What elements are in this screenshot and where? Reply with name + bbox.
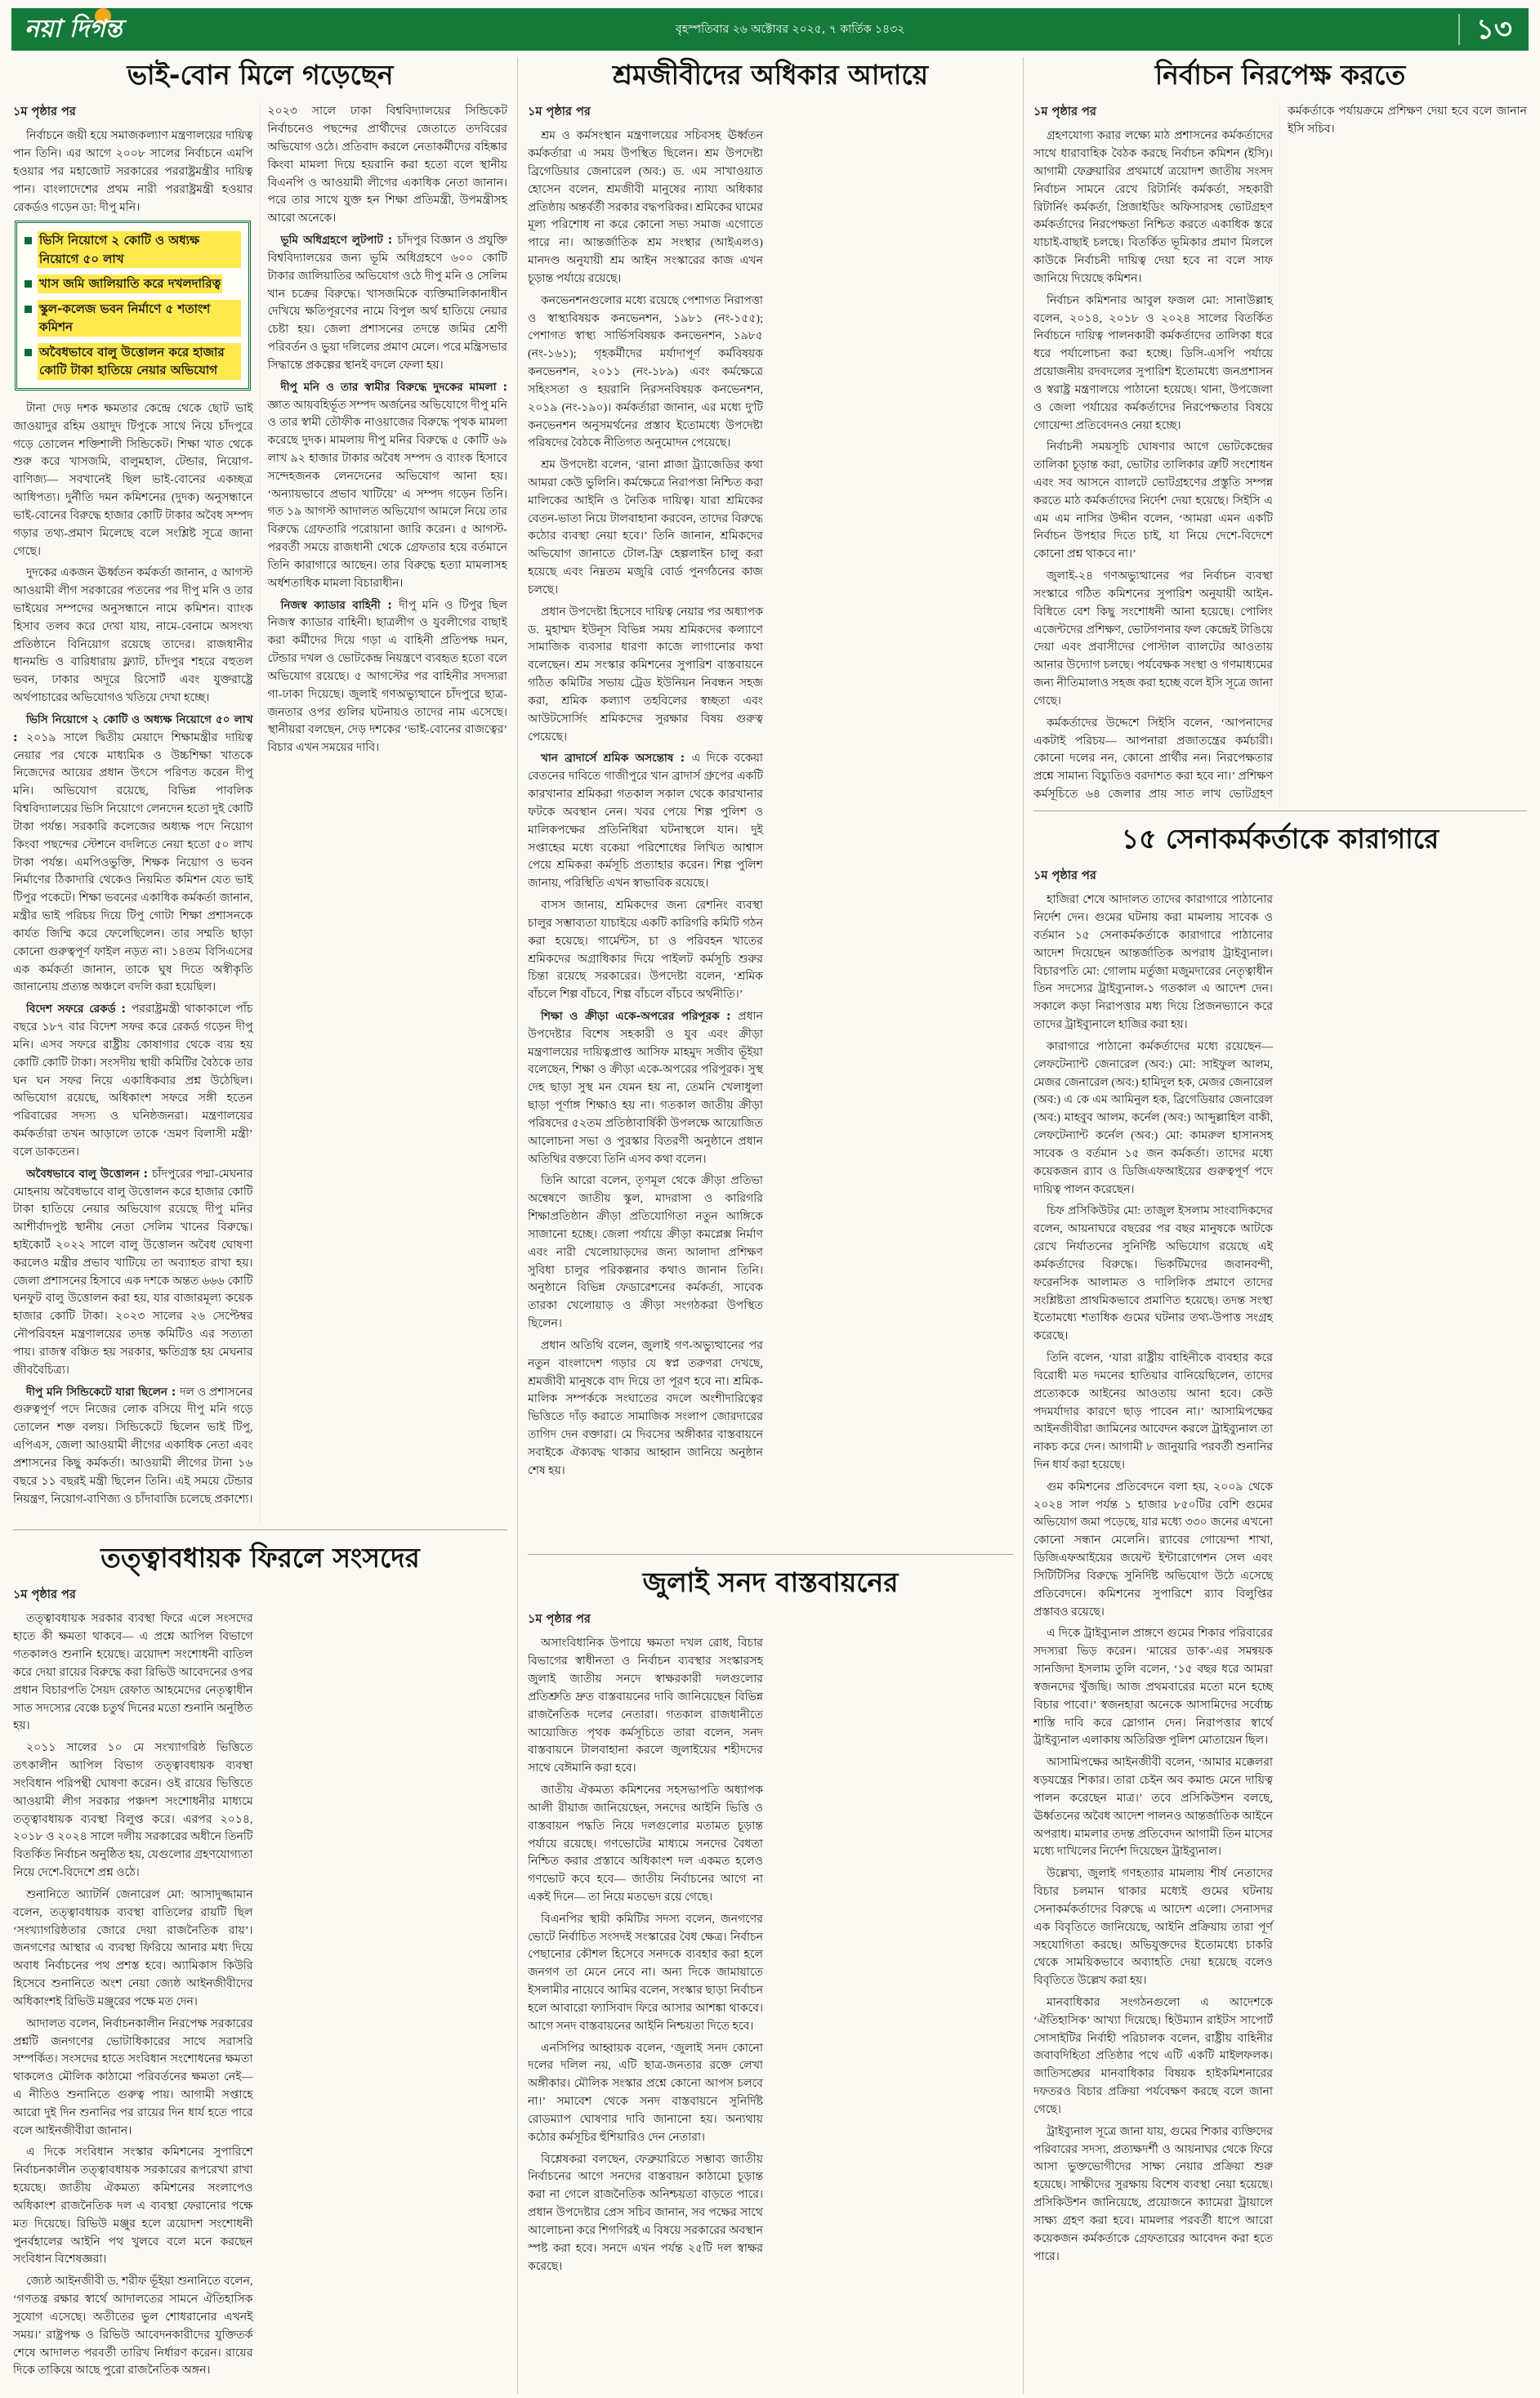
bullet-square-icon — [25, 237, 32, 244]
highlight-text: স্কুল-কলেজ ভবন নির্মাণে ৫ শতাংশ কমিশন — [38, 300, 241, 337]
article-paragraph: উল্লেখ্য, জুলাই গণহত্যার মামলায় শীর্ষ নেতাদের বিচার চলমান থাকার মধ্যেই গুমের ঘটনায় সেনাকর্মকর্তাদের বিরুদ্ধে এ আদেশ এলো। সেনাসদর এক বিবৃতিতে জানিয়েছে, আইনি প্রক্রিয়ায় তারা পূর্ণ সহযোগিতা করছে। অভিযুক্তদের ইতোমধ্যে চাকরি থেকে সাময়িকভাবে অব্যাহতি দেয়া হয়েছে বলেও বিবৃতিতে উল্লেখ করা হয়। — [1033, 1868, 1273, 1988]
article-paragraph: বিশ্লেষকরা বলছেন, ফেব্রুয়ারিতে সম্ভাব্য জাতীয় নির্বাচনের আগে সনদের বাস্তবায়ন কাঠামো চূড়ান্ত করা না গেলে রাজনৈতিক অনিশ্চয়তা বাড়তে পারে। প্রধান উপদেষ্টার প্রেস সচিব জানান, সব পক্ষের সাথে আলোচনা করে শিগগিরই এ বিষয়ে সরকারের অবস্থান স্পষ্ট করা হবে। সনদে এখন পর্যন্ত ২৫টি দল স্বাক্ষর করেছে। — [527, 2153, 763, 2273]
continued-from-label: ১ম পৃষ্ঠার পর — [13, 105, 76, 119]
article-paragraph: ভূমি অধিগ্রহণে লুটপাট : চাঁদপুর বিজ্ঞান ও প্রযুক্তি বিশ্ববিদ্যালয়ের জন্য ভূমি অধিগ্রহণে ৬০০ কোটি টাকার জালিয়াতির অভিযোগ ওঠে দীপু মনি ও সেলিম খান চক্রের বিরুদ্ধে। খাসজমিকে ব্যক্তিমালিকানাধীন দেখিয়ে ক্ষতিপূরণের নামে বিপুল অর্থ হাতিয়ে নেয়ার চেষ্টা হয়। জেলা প্রশাসনের তদন্তে জমির শ্রেণী পরিবর্তন ও ভুয়া দলিলের প্রমাণ মেলে। পরে মন্ত্রিসভার সিদ্ধান্তে প্রকল্পের স্থানই বদলে ফেলা হয়। — [267, 234, 507, 372]
paragraph-subhead: অবৈধভাবে বালু উত্তোলন : — [26, 1167, 152, 1181]
column-group-left — [11, 57, 517, 2394]
article-bhai-bon — [13, 57, 507, 1525]
article-body — [528, 103, 1013, 1549]
article-paragraph: অবৈধভাবে বালু উত্তোলন : চাঁদপুরের পদ্মা-মেঘনার মোহনায় অবৈধভাবে বালু উত্তোলন করে হাজার কোটি টাকা হাতিয়ে নেয়ার অভিযোগ রয়েছে দীপু মনির আশীর্বাদপুষ্ট স্থানীয় নেতা সেলিম খানের বিরুদ্ধে। হাইকোর্ট ২০২২ সালে বালু উত্তোলন অবৈধ ঘোষণা করলেও মন্ত্রীর প্রভাব খাটিয়ে তা অব্যাহত রাখা হয়। জেলা প্রশাসনের হিসাবে এক দশকে অন্তত ৬৬৬ কোটি ঘনফুট বালু উত্তোলন করা হয়, যার বাজারমূল্য কয়েক হাজার কোটি টাকা। ২০২৩ সালের ২৬ সেপ্টেম্বর নৌপরিবহন মন্ত্রণালয়ের তদন্ত কমিটিও এর সত্যতা পায়। রাজস্ব বঞ্চিত হয় সরকার, ক্ষতিগ্রস্ত হয় মেঘনার জীববৈচিত্র্য। — [13, 1167, 253, 1377]
highlight-text: ভিসি নিয়োগে ২ কোটি ও অধ্যক্ষ নিয়োগে ৫০ লাখ — [38, 231, 241, 268]
article-body — [1033, 867, 1527, 2394]
article-paragraph: নির্বাচনে জয়ী হয়ে সমাজকল্যাণ মন্ত্রণালয়ের দায়িত্ব পান তিনি। এর আগে ২০০৮ সালের নির্বাচনে এমপি হওয়ার পর মহাজোট সরকারের পররাষ্ট্রমন্ত্রীর দায়িত্ব পান। বাংলাদেশের প্রথম নারী পররাষ্ট্রমন্ত্রী হওয়ার রেকর্ডও গড়েন ডা: দীপু মনি। — [13, 130, 253, 214]
article-paragraph: জাতীয় ঐকমত্য কমিশনের সহসভাপতি অধ্যাপক আলী রীয়াজ জানিয়েছেন, সনদের আইনি ভিত্তি ও বাস্তবায়ন পদ্ধতি নিয়ে দলগুলোর মতামত চূড়ান্ত পর্যায়ে রয়েছে। গণভোটের মাধ্যমে সনদের বৈধতা নিশ্চিত করার প্রস্তাবে অধিকাংশ দল একমত হলেও গণভোট কবে হবে— জাতীয় নির্বাচনের আগে না একই দিনে— তা নিয়ে মতভেদ রয়ে গেছে। — [527, 1784, 763, 1904]
article-paragraph: ভিসি নিয়োগে ২ কোটি ও অধ্যক্ষ নিয়োগে ৫০ লাখ : ২০১৯ সালে দ্বিতীয় মেয়াদে শিক্ষামন্ত্রীর দায়িত্ব নেয়ার পর থেকে মাধ্যমিক ও উচ্চশিক্ষা খাতকে নিজেদের আয়ের প্রধান উৎসে পরিণত করেন দীপু মনি। অভিযোগ রয়েছে, বিভিন্ন পাবলিক বিশ্ববিদ্যালয়ের ভিসি নিয়োগে লেনদেন হতো দুই কোটি টাকা পর্যন্ত। সরকারি কলেজের অধ্যক্ষ পদে নিয়োগ কিংবা পছন্দের স্টেশনে বদলিতে নেয়া হতো ৫০ লাখ টাকা পর্যন্ত। এমপিওভুক্তি, শিক্ষক নিয়োগ ও ভবন নির্মাণের ঠিকাদারি থেকেও নিয়মিত কমিশন যেত ভাই টিপুর পকেটে। শিক্ষা ভবনের একাধিক কর্মকর্তা জানান, মন্ত্রীর ভাই পরিচয় দিয়ে টিপু গোটা শিক্ষা প্রশাসনকে কার্যত জিম্মি করে ফেলেছিলেন। তার সম্মতি ছাড়া কোনো গুরুত্বপূর্ণ ফাইল নড়ত না। ১৪তম বিসিএসের এক কর্মকর্তা জানান, তাকে ঘুষ দিতে অস্বীকৃতি জানানোয় প্রত্যন্ত অঞ্চলে বদলি করা হয়েছিল। — [13, 712, 253, 994]
highlight-text: অবৈধভাবে বালু উত্তোলন করে হাজার কোটি টাকা হাতিয়ে নেয়ার অভিযোগ — [38, 343, 241, 380]
highlight-item — [25, 343, 241, 380]
paragraph-subhead: দীপু মনি ও তার স্বামীর বিরুদ্ধে দুদকের মামলা : — [280, 380, 507, 394]
article-july-sanad — [528, 1554, 1013, 2394]
article-headline: জুলাই সনদ বাস্তবায়নের — [642, 1566, 899, 1599]
article-headline: তত্ত্বাবধায়ক ফিরলে সংসদের — [100, 1542, 420, 1574]
article-headline: শ্রমজীবীদের অধিকার আদায়ে — [612, 59, 929, 91]
article-paragraph: চিফ প্রসিকিউটর মো: তাজুল ইসলাম সাংবাদিকদের বলেন, আয়নাঘরে বছরের পর বছর মানুষকে আটকে রেখে নির্যাতনের সুনির্দিষ্ট অভিযোগ রয়েছে এই কর্মকর্তাদের বিরুদ্ধে। ভিকটিমদের জবানবন্দী, ফরেনসিক আলামত ও দালিলিক প্রমাণে তাদের সংশ্লিষ্টতা প্রাথমিকভাবে প্রমাণিত হয়েছে। তদন্ত সংস্থা ইতোমধ্যে শতাধিক গুমের ঘটনার তথ্য-উপাত্ত সংগ্রহ করেছে। — [1033, 1205, 1273, 1343]
continued-from-label: ১ম পৃষ্ঠার পর — [1033, 105, 1096, 119]
article-paragraph: জুলাই-২৪ গণঅভ্যুত্থানের পর নির্বাচন ব্যবস্থা সংস্কারে গঠিত কমিশনের সুপারিশ অনুযায়ী আইন-বিধিতে বেশ কিছু সংশোধনী আনা হয়েছে। পোলিং এজেন্টদের প্রশিক্ষণ, ভোটগণনার ফল কেন্দ্রেই টাঙিয়ে দেয়া এবং প্রবাসীদের পোস্টাল ব্যালটের আওতায় আনার উদ্যোগ চলছে। পর্যবেক্ষক সংস্থা ও গণমাধ্যমের জন্য নীতিমালাও সহজ করা হচ্ছে বলে ইসি সূত্রে জানা গেছে। — [1033, 570, 1273, 708]
paragraph-subhead: খান ব্রাদার্সে শ্রমিক অসন্তোষ : — [540, 752, 692, 766]
page-number: ১৩ — [1458, 14, 1517, 45]
highlight-item — [25, 231, 241, 268]
article-paragraph: ট্রাইব্যুনাল সূত্রে জানা যায়, গুমের শিকার ব্যক্তিদের পরিবারের সদস্য, প্রত্যক্ষদর্শী ও আয়নাঘর থেকে ফিরে আসা ভুক্তভোগীদের সাক্ষ্য নেয়ার প্রক্রিয়া শুরু হয়েছে। সাক্ষীদের সুরক্ষায় বিশেষ ব্যবস্থা নেয়া হয়েছে। প্রসিকিউশন জানিয়েছে, প্রয়োজনে ক্যামেরা ট্রায়ালে সাক্ষ্য গ্রহণ করা হবে। মামলার পরবর্তী ধাপে আরো কয়েকজন কর্মকর্তাকে গ্রেফতারের আবেদন করা হতে পারে। — [1033, 2125, 1273, 2263]
article-body — [528, 1610, 1013, 2394]
article-paragraph: তত্ত্বাবধায়ক সরকার ব্যবস্থা ফিরে এলে সংসদের হাতে কী ক্ষমতা থাকবে— এ প্রশ্নে আপিল বিভাগে গতকালও শুনানি হয়েছে। ত্রয়োদশ সংশোধনী বাতিল করে দেয়া রায়ের বিরুদ্ধে করা রিভিউ আবেদনের ওপর প্রধান বিচারপতি সৈয়দ রেফাত আহমেদের নেতৃত্বাধীন সাত সদস্যের বেঞ্চে চতুর্থ দিনের মতো শুনানি অনুষ্ঠিত হয়। — [13, 1613, 253, 1733]
article-paragraph: শ্রম ও কর্মসংস্থান মন্ত্রণালয়ের সচিবসহ ঊর্ধ্বতন কর্মকর্তারা এ সময় উপস্থিত ছিলেন। শ্রম উপদেষ্টা ব্রিগেডিয়ার জেনারেল (অব:) ড. এম সাখাওয়াত হোসেন বলেন, শ্রমজীবী মানুষের ন্যায্য অধিকার প্রতিষ্ঠায় অন্তর্বর্তী সরকার বদ্ধপরিকর। শ্রমিকের ঘামের মূল্য পরিশোধ না করে কোনো সভ্য সমাজ এগোতে পারে না। আন্তর্জাতিক শ্রম সংস্থার (আইএলও) মানদণ্ড অনুযায়ী শ্রম আইন সংস্কারের কাজ এখন চূড়ান্ত পর্যায়ে রয়েছে। — [527, 130, 763, 285]
article-paragraph: এ দিকে সংবিধান সংস্কার কমিশনের সুপারিশে নির্বাচনকালীন তত্ত্বাবধায়ক সরকারের রূপরেখা রাখা হয়েছে। জাতীয় ঐকমত্য কমিশনের সংলাপেও অধিকাংশ রাজনৈতিক দল এ ব্যবস্থা ফেরানোর পক্ষে মত দিয়েছে। রিভিউ মঞ্জুর হলে ত্রয়োদশ সংশোধনী পুনর্বহালের আইনি পথ খুলবে বলে মনে করছেন সংবিধান বিশেষজ্ঞরা। — [13, 2146, 253, 2266]
continued-from-label: ১ম পৃষ্ঠার পর — [1033, 869, 1096, 883]
paragraph-subhead: ভিসি নিয়োগে ২ কোটি ও অধ্যক্ষ নিয়োগে ৫০ লাখ : — [13, 712, 253, 744]
article-paragraph: গুম কমিশনের প্রতিবেদনে বলা হয়, ২০০৯ থেকে ২০২৪ সাল পর্যন্ত ১ হাজার ৮৫০টির বেশি গুমের অভিযোগ জমা পড়েছে, যার মধ্যে ৩৩০ জনের এখনো কোনো সন্ধান মেলেনি। র‍্যাবের গোয়েন্দা শাখা, ডিজিএফআইয়ের জয়েন্ট ইন্টারোগেশন সেল এবং সিটিটিসির বিরুদ্ধে সুনির্দিষ্ট অভিযোগ উঠে এসেছে প্রতিবেদনে। কমিশনের সুপারিশে র‍্যাব বিলুপ্তির প্রস্তাবও রয়েছে। — [1033, 1480, 1273, 1619]
dateline: বৃহস্পতিবার ২৬ অক্টোবর ২০২৫, ৭ কার্তিক ১৪৩২ — [675, 23, 905, 36]
article-paragraph: দীপু মনি সিন্ডিকেটে যারা ছিলেন : দল ও প্রশাসনের গুরুত্বপূর্ণ পদে নিজের লোক বসিয়ে দীপু মনি গড়ে তোলেন শক্ত বলয়। সিন্ডিকেটে ছিলেন ভাই টিপু, এপিএস, জেলা আওয়ামী লীগের একাধিক নেতা এবং প্রশাসনের কিছু কর্মকর্তা। আওয়ামী লীগের টানা ১৬ বছরে ১১ বছরই মন্ত্রী ছিলেন তিনি। এই সময়ে টেন্ডার নিয়ন্ত্রণ, নিয়োগ-বাণিজ্য ও চাঁদাবাজি চলেছে প্রকাশ্যে। ২০২৩ সালে ঢাকা বিশ্ববিদ্যালয়ের সিন্ডিকেট নির্বাচনেও পছন্দের প্রার্থীদের জেতাতে তদবিরের অভিযোগ ওঠে। প্রতিবাদ করলে নেতাকর্মীদের বহিষ্কার কিংবা মামলা দিয়ে হয়রানি করা হতো বলে স্থানীয় বিএনপি ও আওয়ামী লীগের একাধিক নেতা জানান। পরে তার সাথে যুক্ত হন শিক্ষা প্রতিমন্ত্রী, উপমন্ত্রীসহ আরো অনেকে। — [13, 105, 507, 1506]
continued-from-label: ১ম পৃষ্ঠার পর — [527, 105, 591, 119]
article-paragraph: মানবাধিকার সংগঠনগুলো এ আদেশকে ‘ঐতিহাসিক’ আখ্যা দিয়েছে। হিউম্যান রাইটস সাপোর্ট সোসাইটির নির্বাহী পরিচালক বলেন, রাষ্ট্রীয় বাহিনীর জবাবদিহিতা প্রতিষ্ঠার পথে এটি একটি মাইলফলক। জাতিসঙ্ঘের মানবাধিকার বিষয়ক হাইকমিশনারের দফতরও বিচার প্রক্রিয়া পর্যবেক্ষণ করছে বলে জানা গেছে। — [1033, 1997, 1273, 2116]
article-paragraph: শিক্ষা ও ক্রীড়া একে-অপরের পরিপূরক : প্রধান উপদেষ্টার বিশেষ সহকারী ও যুব এবং ক্রীড়া মন্ত্রণালয়ের দায়িত্বপ্রাপ্ত আসিফ মাহমুদ সজীব ভূঁইয়া বলেছেন, শিক্ষা ও ক্রীড়া একে-অপরের পরিপূরক। সুস্থ দেহ ছাড়া সুস্থ মন যেমন হয় না, তেমনি খেলাধুলা ছাড়া পূর্ণাঙ্গ শিক্ষাও হয় না। গতকাল জাতীয় ক্রীড়া পরিষদের ৫২তম প্রতিষ্ঠাবার্ষিকী উপলক্ষে আয়োজিত আলোচনা সভা ও পুরস্কার বিতরণী অনুষ্ঠানে প্রধান অতিথির বক্তব্যে তিনি এসব কথা বলেন। — [527, 1010, 763, 1166]
article-paragraph: দীপু মনি ও তার স্বামীর বিরুদ্ধে দুদকের মামলা : জ্ঞাত আয়বহির্ভূত সম্পদ অর্জনের অভিযোগে দীপু মনি ও তার স্বামী তৌফীক নাওয়াজের বিরুদ্ধে পৃথক মামলা করেছে দুদক। মামলায় দীপু মনির বিরুদ্ধে ৫ কোটি ৬৯ লাখ ৯২ হাজার টাকার অবৈধ সম্পদ ও ব্যাংক হিসাবে সন্দেহজনক লেনদেনের অভিযোগ আনা হয়। ‘অন্যায়ভাবে প্রভাব খাটিয়ে’ এ সম্পদ গড়েন তিনি। গত ১৯ আগস্ট আদালত অভিযোগ আমলে নিয়ে তার বিরুদ্ধে গ্রেফতারি পরোয়ানা জারি করেন। ৫ আগস্ট-পরবর্তী সময়ে রাজধানী থেকে গ্রেফতার হয়ে বর্তমানে তিনি কারাগারে আছেন। তার বিরুদ্ধে হত্যা মামলাসহ অর্ধশতাধিক মামলা বিচারাধীন। — [267, 380, 507, 590]
article-body — [13, 1586, 507, 2394]
paragraph-subhead: ভূমি অধিগ্রহণে লুটপাট : — [280, 234, 398, 248]
article-paragraph: কনভেনশনগুলোর মধ্যে রয়েছে পেশাগত নিরাপত্তা ও স্বাস্থ্যবিষয়ক কনভেনশন, ১৯৮১ (নং-১৫৫); পেশাগত স্বাস্থ্য সার্ভিসবিষয়ক কনভেনশন, ১৯৮৫ (নং-১৬১); গৃহকর্মীদের মর্যাদাপূর্ণ কর্মবিষয়ক কনভেনশন, ২০১১ (নং-১৮৯) এবং কর্মক্ষেত্রে সহিংসতা ও হয়রানি নিরসনবিষয়ক কনভেনশন, ২০১৯ (নং-১৯০)। কর্মকর্তারা জানান, এর মধ্যে দু'টি কনভেনশন অনুসমর্থনের প্রস্তাব ইতোমধ্যে উপদেষ্টা পরিষদের বৈঠকে নীতিগত অনুমোদন পেয়েছে। — [527, 294, 763, 450]
paragraph-subhead: দীপু মনি সিন্ডিকেটে যারা ছিলেন : — [26, 1385, 181, 1399]
article-paragraph: এ দিকে ট্রাইব্যুনাল প্রাঙ্গণে গুমের শিকার পরিবারের সদস্যরা ভিড় করেন। ‘মায়ের ডাক’-এর সমন্বয়ক সানজিদা ইসলাম তুলি বলেন, ‘১৫ বছর ধরে আমরা স্বজনদের খুঁজছি। আজ প্রথমবারের মতো মনে হচ্ছে বিচার পাবো।’ স্বজনহারা অনেকে আসামিদের সর্বোচ্চ শাস্তি দাবি করে স্লোগান দেন। নিরাপত্তার স্বার্থে ট্রাইব্যুনাল এলাকায় অতিরিক্ত পুলিশ মোতায়েন ছিল। — [1033, 1628, 1273, 1748]
article-headline: ভাই-বোন মিলে গড়েছেন — [127, 59, 394, 91]
article-paragraph: তিনি আরো বলেন, তৃণমূল থেকে ক্রীড়া প্রতিভা অন্বেষণে জাতীয় স্কুল, মাদরাসা ও কারিগরি শিক্ষাপ্রতিষ্ঠান ক্রীড়া প্রতিযোগিতা নতুন আঙ্গিকে সাজানো হচ্ছে। জেলা পর্যায়ে ক্রীড়া কমপ্লেক্স নির্মাণ এবং নারী খেলোয়াড়দের জন্য আলাদা প্রশিক্ষণ সুবিধা চালুর পরিকল্পনার কথাও জানান তিনি। অনুষ্ঠানে বিভিন্ন ফেডারেশনের কর্মকর্তা, সাবেক তারকা খেলোয়াড় ও ক্রীড়া সংগঠকরা উপস্থিত ছিলেন। — [527, 1175, 763, 1331]
column-group-right — [1023, 57, 1529, 2394]
continued-from-label: ১ম পৃষ্ঠার পর — [13, 1588, 76, 1602]
article-paragraph: নিজস্ব ক্যাডার বাহিনী : দীপু মনি ও টিপুর ছিল নিজস্ব ক্যাডার বাহিনী। ছাত্রলীগ ও যুবলীগের বাছাই করা কর্মীদের দিয়ে গড়া এ বাহিনী প্রতিপক্ষ দমন, টেন্ডার দখল ও ভোটকেন্দ্র নিয়ন্ত্রণে ব্যবহৃত হতো বলে অভিযোগ রয়েছে। ৫ আগস্টের পর বাহিনীর সদস্যরা গা-ঢাকা দিয়েছে। জুলাই গণঅভ্যুত্থানে চাঁদপুরে ছাত্র-জনতার ওপর গুলির ঘটনায়ও তাদের নাম এসেছে। স্থানীয়রা বলছেন, দেড় দশকের ‘ভাই-বোনের রাজত্বের’ বিচার এখন সময়ের দাবি। — [267, 598, 507, 755]
bullet-square-icon — [25, 349, 32, 356]
article-paragraph: বিএনপির স্থায়ী কমিটির সদস্য বলেন, জনগণের ভোটে নির্বাচিত সংসদই সংস্কারের বৈধ ক্ষেত্র। নির্বাচন পেছানোর কৌশল হিসেবে সনদকে ব্যবহার করা হলে জনগণ তা মেনে নেবে না। অন্য দিকে জামায়াতে ইসলামীর নায়েবে আমির বলেন, সংস্কার ছাড়া নির্বাচন হলে আবারো ফ্যাসিবাদ ফিরে আসার আশঙ্কা থাকবে। আগে সনদ বাস্তবায়নের আইনি নিশ্চয়তা দিতে হবে। — [527, 1913, 763, 2033]
article-paragraph: খান ব্রাদার্সে শ্রমিক অসন্তোষ : এ দিকে বকেয়া বেতনের দাবিতে গাজীপুরে খান ব্রাদার্স গ্রুপের একটি কারখানার শ্রমিকরা গতকাল সকাল থেকে কারখানার ফটকে অবস্থান নেন। খবর পেয়ে শিল্প পুলিশ ও মালিকপক্ষের প্রতিনিধিরা ঘটনাস্থলে যান। দুই সপ্তাহের মধ্যে বকেয়া পরিশোধের লিখিত আশ্বাস পেয়ে শ্রমিকরা কর্মসূচি প্রত্যাহার করেন। শিল্প পুলিশ জানায়, পরিস্থিতি এখন স্বাভাবিক রয়েছে। — [527, 752, 763, 891]
paragraph-subhead: নিজস্ব ক্যাডার বাহিনী : — [280, 598, 400, 612]
bullet-square-icon — [25, 306, 32, 313]
article-paragraph: নির্বাচন কমিশনার আবুল ফজল মো: সানাউল্লাহ বলেন, ২০১৪, ২০১৮ ও ২০২৪ সালের বিতর্কিত নির্বাচনে দায়িত্ব পালনকারী কর্মকর্তাদের তালিকা ধরে ধরে পর্যালোচনা করা হচ্ছে। ডিসি-এসপি পর্যায়ে প্রয়োজনীয় রদবদলের সুপারিশ ইতোমধ্যে জনপ্রশাসন ও স্বরাষ্ট্র মন্ত্রণালয়ে পাঠানো হয়েছে। থানা, উপজেলা ও জেলা পর্যায়ের কর্মকর্তাদের নিরপেক্ষতার বিষয়ে গোয়েন্দা প্রতিবেদনও নেয়া হচ্ছে। — [1033, 294, 1273, 432]
highlight-text: খাস জমি জালিয়াতি করে দখলদারিত্ব — [38, 275, 222, 293]
article-paragraph: ২০১১ সালের ১০ মে সংখ্যাগরিষ্ঠ ভিত্তিতে তৎকালীন আপিল বিভাগ তত্ত্বাবধায়ক ব্যবস্থা সংবিধান পরিপন্থী ঘোষণা করেন। ওই রায়ের ভিত্তিতে আওয়ামী লীগ সরকার পঞ্চদশ সংশোধনীর মাধ্যমে তত্ত্বাবধায়ক ব্যবস্থা বিলুপ্ত করে। এরপর ২০১৪, ২০১৮ ও ২০২৪ সালে দলীয় সরকারের অধীনে তিনটি বিতর্কিত নির্বাচন অনুষ্ঠিত হয়, যেগুলোর গ্রহণযোগ্যতা নিয়ে দেশে-বিদেশে প্রশ্ন ওঠে। — [13, 1742, 253, 1880]
newspaper-name: নয়া দিগন্ত — [25, 14, 123, 43]
continued-from-label: ১ম পৃষ্ঠার পর — [527, 1613, 591, 1627]
bullet-square-icon — [25, 280, 32, 288]
highlight-item — [25, 275, 241, 293]
article-paragraph: প্রধান অতিথি বলেন, জুলাই গণ-অভ্যুত্থানের পর নতুন বাংলাদেশ গড়ার যে স্বপ্ন তরুণরা দেখছে, শ্রমজীবী মানুষকে বাদ দিয়ে তা পূরণ হবে না। শ্রমিক-মালিক সম্পর্ককে সংঘাতের বদলে অংশীদারিত্বের ভিত্তিতে দাঁড় করাতে সামাজিক সংলাপ জোরদারের তাগিদ দেন বক্তারা। মে দিবসের অঙ্গীকার বাস্তবায়নে সবাইকে ঐক্যবদ্ধ থাকার আহ্বান জানিয়ে অনুষ্ঠান শেষ হয়। — [527, 1339, 763, 1477]
article-paragraph: প্রধান উপদেষ্টা হিসেবে দায়িত্ব নেয়ার পর অধ্যাপক ড. মুহাম্মদ ইউনূস বিভিন্ন সময় শ্রমিকদের কল্যাণে সামাজিক ব্যবসার ধারণা কাজে লাগানোর কথা বলেছেন। শ্রম সংস্কার কমিশনের সুপারিশ বাস্তবায়নে গঠিত কমিটির সভায় ট্রেড ইউনিয়ন নিবন্ধন সহজ করা, শ্রমিক কল্যাণ তহবিলের স্বচ্ছতা এবং আউটসোর্সিং শ্রমিকদের সুরক্ষার বিষয় গুরুত্ব পেয়েছে। — [527, 605, 763, 744]
article-sramojibi — [528, 57, 1013, 1549]
article-body — [1033, 103, 1527, 806]
article-paragraph: অসাংবিধানিক উপায়ে ক্ষমতা দখল রোধ, বিচার বিভাগের স্বাধীনতা ও নির্বাচন ব্যবস্থার সংস্কারসহ জুলাই জাতীয় সনদে স্বাক্ষরকারী দলগুলোর প্রতিশ্রুতি দ্রুত বাস্তবায়নের দাবি জানিয়েছেন বিভিন্ন রাজনৈতিক দলের নেতারা। গতকাল রাজধানীতে আয়োজিত পৃথক কর্মসূচিতে তারা বলেন, সনদ বাস্তবায়নে টালবাহানা করলে জুলাইয়ের শহীদদের সাথে বেঈমানি করা হবে। — [527, 1637, 763, 1775]
article-paragraph: কারাগারে পাঠানো কর্মকর্তাদের মধ্যে রয়েছেন— লেফটেন্যান্ট জেনারেল (অব:) মো: সাইফুল আলম, মেজর জেনারেল (অব:) হামিদুল হক, মেজর জেনারেল (অব:) এ কে এম আমিনুল হক, ব্রিগেডিয়ার জেনারেল (অব:) মাহবুব আলম, কর্নেল (অব:) আব্দুল্লাহিল বাকী, লেফটেন্যান্ট কর্নেল (অব:) মো: কামরুল হাসানসহ সাবেক ও বর্তমান ১৫ জন কর্মকর্তা। তাদের মধ্যে কয়েকজন র‍্যাব ও ডিজিএফআইয়ের গুরুত্বপূর্ণ পদে দায়িত্ব পালন করেছেন। — [1033, 1040, 1273, 1196]
highlight-box — [15, 221, 251, 391]
article-senakarmakarta — [1033, 810, 1527, 2394]
article-paragraph: আসামিপক্ষের আইনজীবী বলেন, ‘আমার মক্কেলরা ষড়যন্ত্রের শিকার। তারা চেইন অব কমান্ড মেনে দায়িত্ব পালন করেছেন মাত্র।’ তবে প্রসিকিউশন বলছে, ঊর্ধ্বতনের অবৈধ আদেশ পালনও আন্তর্জাতিক আইনে অপরাধ। মামলার তদন্ত প্রতিবেদন আগামী তিন মাসের মধ্যে দাখিলের নির্দেশ দিয়েছেন ট্রাইব্যুনাল। — [1033, 1757, 1273, 1859]
article-paragraph: এনসিপির আহ্বায়ক বলেন, ‘জুলাই সনদ কোনো দলের দলিল নয়, এটি ছাত্র-জনতার রক্তে লেখা অঙ্গীকার। মৌলিক সংস্কার প্রশ্নে কোনো আপস চলবে না।’ সমাবেশ থেকে সনদ বাস্তবায়নে সুনির্দিষ্ট রোডম্যাপ ঘোষণার দাবি জানানো হয়। অন্যথায় কঠোর কর্মসূচির হুঁশিয়ারিও দেন নেতারা। — [527, 2042, 763, 2144]
article-paragraph: কর্মকর্তাদের উদ্দেশে সিইসি বলেন, ‘আপনাদের একটাই পরিচয়— আপনারা প্রজাতন্ত্রের কর্মচারী। কোনো দলের নন, কোনো প্রার্থীর নন। নিরপেক্ষতার প্রশ্নে সামান্য বিচ্যুতিও বরদাশত করা হবে না।’ প্রশিক্ষণ কর্মসূচিতে ৬৪ জেলার প্রায় সাত লাখ ভোটগ্রহণ কর্মকর্তাকে পর্যায়ক্রমে প্রশিক্ষণ দেয়া হবে বলে জানান ইসি সচিব। — [1033, 105, 1527, 802]
paragraph-subhead: শিক্ষা ও ক্রীড়া একে-অপরের পরিপূরক : — [540, 1010, 739, 1023]
article-paragraph: শ্রম উপদেষ্টা বলেন, ‘রানা প্লাজা ট্র্যাজেডির কথা আমরা কেউ ভুলিনি। কর্মক্ষেত্রে নিরাপত্তা নিশ্চিত করা মালিকের আইনি ও নৈতিক দায়িত্ব। যারা শ্রমিকের বেতন-ভাতা নিয়ে টালবাহানা করবেন, তাদের বিরুদ্ধে কঠোর ব্যবস্থা নেয়া হবে।’ তিনি জানান, শ্রমিকদের অভিযোগ জানাতে টোল-ফ্রি হেল্পলাইন চালু করা হয়েছে এবং নিম্নতম মজুরি বোর্ড পুনর্গঠনের কাজ চলছে। — [527, 459, 763, 596]
article-paragraph: বাসস জানায়, শ্রমিকদের জন্য রেশনিং ব্যবস্থা চালুর সম্ভাব্যতা যাচাইয়ে একটি কারিগরি কমিটি গঠন করা হয়েছে। গার্মেন্টস, চা ও পরিবহন খাতের শ্রমিকদের অগ্রাধিকার দিয়ে পাইলট কর্মসূচি শুরুর চিন্তা রয়েছে সরকারের। উপদেষ্টা বলেন, ‘শ্রমিক বাঁচলে শিল্প বাঁচবে, শিল্প বাঁচলে বাঁচবে অর্থনীতি।’ — [527, 900, 763, 1002]
article-paragraph: তিনি বলেন, ‘যারা রাষ্ট্রীয় বাহিনীকে ব্যবহার করে বিরোধী মত দমনের হাতিয়ার বানিয়েছিলেন, তাদের প্রত্যেককে আইনের আওতায় আনা হবে। কেউ পদমর্যাদার কারণে ছাড় পাবেন না।’ আসামিপক্ষের আইনজীবীরা জামিনের আবেদন করলে ট্রাইব্যুনাল তা নাকচ করে দেন। আগামী ৮ জানুয়ারি পরবর্তী শুনানির দিন ধার্য করা হয়েছে। — [1033, 1352, 1273, 1471]
article-paragraph: নির্বাচনী সময়সূচি ঘোষণার আগে ভোটকেন্দ্রের তালিকা চূড়ান্ত করা, ভোটার তালিকার ত্রুটি সংশোধন এবং সব আসনে ব্যালটে ভোটগ্রহণের প্রস্তুতি সম্পন্ন করতে মাঠ কর্মকর্তাদের নির্দেশ দেয়া হয়েছে। সিইসি এ এম এম নাসির উদ্দীন বলেন, ‘আমরা এমন একটি নির্বাচন উপহার দিতে চাই, যা নিয়ে দেশে-বিদেশে কোনো প্রশ্ন থাকবে না।’ — [1033, 441, 1273, 561]
article-paragraph: জ্যেষ্ঠ আইনজীবী ড. শরীফ ভূঁইয়া শুনানিতে বলেন, ‘গণতন্ত্র রক্ষার স্বার্থে আদালতের সামনে ঐতিহাসিক সুযোগ এসেছে। অতীতের ভুল শোধরানোর এখনই সময়।’ রাষ্ট্রপক্ষ ও রিভিউ আবেদনকারীদের যুক্তিতর্ক শেষে আদালত পরবর্তী তারিখ নির্ধারণ করেন। রায়ের দিকে তাকিয়ে আছে পুরো রাজনৈতিক অঙ্গন। — [13, 2275, 253, 2378]
page-content — [11, 57, 1529, 2394]
article-nirbachon — [1033, 57, 1527, 806]
article-headline: নির্বাচন নিরপেক্ষ করতে — [1154, 59, 1406, 91]
article-tattwabodhayok — [13, 1529, 507, 2394]
paragraph-subhead: বিদেশ সফরে রেকর্ড : — [26, 1003, 132, 1016]
highlight-item — [25, 300, 241, 337]
article-paragraph: টানা দেড় দশক ক্ষমতার কেন্দ্রে থেকে ছোট ভাই জাওয়াদুর রহিম ওয়াদুদ টিপুকে সাথে নিয়ে চাঁদপুরে গড়ে তোলেন শক্তিশালী সিন্ডিকেট। শিক্ষা খাত থেকে শুরু করে খাসজমি, বালুমহাল, টেন্ডার, নিয়োগ-বাণিজ্য— সবখানেই ছিল ভাই-বোনের একচ্ছত্র আধিপত্য। দুর্নীতি দমন কমিশনের (দুদক) অনুসন্ধানে ভাই-বোনের বিরুদ্ধে হাজার কোটি টাকার অবৈধ সম্পদ গড়ার তথ্য-প্রমাণ মিলেছে বলে সংশ্লিষ্ট সূত্রে জানা গেছে। — [13, 402, 253, 558]
article-headline: ১৫ সেনাকর্মকর্তাকে কারাগারে — [1121, 823, 1440, 855]
article-body — [13, 103, 507, 1525]
column-group-middle — [517, 57, 1023, 2394]
article-paragraph: শুনানিতে অ্যাটর্নি জেনারেল মো: আসাদুজ্জামান বলেন, তত্ত্বাবধায়ক ব্যবস্থা বাতিলের রায়টি ছিল ‘সংখ্যাগরিষ্ঠতার জোরে দেয়া রাজনৈতিক রায়’। জনগণের আস্থার এ ব্যবস্থা ফিরিয়ে আনার মধ্য দিয়ে অবাধ নির্বাচনের পথ প্রশস্ত হবে। অ্যামিকাস কিউরি হিসেবে শুনানিতে অংশ নেয়া জ্যেষ্ঠ আইনজীবীদের অধিকাংশই রিভিউ মঞ্জুরের পক্ষে মত দেন। — [13, 1888, 253, 2008]
article-paragraph: বিদেশ সফরে রেকর্ড : পররাষ্ট্রমন্ত্রী থাকাকালে পাঁচ বছরে ১৮৭ বার বিদেশ সফর করে রেকর্ড গড়েন দীপু মনি। এসব সফরে রাষ্ট্রীয় কোষাগার থেকে ব্যয় হয় কোটি কোটি টাকা। সংসদীয় স্থায়ী কমিটির বৈঠকে তার ঘন ঘন সফর নিয়ে একাধিকবার প্রশ্ন উঠেছিল। অভিযোগ রয়েছে, অধিকাংশ সফরে সঙ্গী হতেন পরিবারের সদস্য ও ঘনিষ্ঠজনরা। মন্ত্রণালয়ের কর্মকর্তারা তখন আড়ালে তাকে ‘ভ্রমণ বিলাসী মন্ত্রী’ বলে ডাকতেন। — [13, 1003, 253, 1159]
article-paragraph: হাজিরা শেষে আদালত তাদের কারাগারে পাঠানোর নির্দেশ দেন। গুমের ঘটনায় করা মামলায় সাবেক ও বর্তমান ১৫ সেনাকর্মকর্তাকে কারাগারে পাঠানোর আদেশ দিয়েছেন আন্তর্জাতিক অপরাধ ট্রাইব্যুনাল। বিচারপতি মো: গোলাম মর্তুজা মজুমদারের নেতৃত্বাধীন তিন সদস্যের ট্রাইব্যুনাল-১ গতকাল এ আদেশ দেন। সকালে কড়া নিরাপত্তার মধ্য দিয়ে প্রিজনভ্যানে করে তাদের ট্রাইব্যুনালে হাজির করা হয়। — [1033, 894, 1273, 1032]
newspaper-logo — [20, 9, 122, 51]
article-paragraph: গ্রহণযোগ্য করার লক্ষ্যে মাঠ প্রশাসনের কর্মকর্তাদের সাথে ধারাবাহিক বৈঠক করছে নির্বাচন কমিশন (ইসি)। আগামী ফেব্রুয়ারির প্রথমার্ধে ত্রয়োদশ জাতীয় সংসদ নির্বাচন সামনে রেখে রিটার্নিং কর্মকর্তা, সহকারী রিটার্নিং কর্মকর্তা, প্রিজাইডিং অফিসারসহ ভোটগ্রহণ কর্মকর্তাদের নিরপেক্ষতা নিশ্চিত করতে একাধিক স্তরে যাচাই-বাছাই চলছে। বিতর্কিত ভূমিকার প্রমাণ মিললে কাউকে নির্বাচনী দায়িত্ব দেয়া হবে না বলে সাফ জানিয়ে দিয়েছে কমিশন। — [1033, 130, 1273, 285]
masthead — [11, 8, 1529, 51]
article-paragraph: দুদকের একজন ঊর্ধ্বতন কর্মকর্তা জানান, ৫ আগস্ট আওয়ামী লীগ সরকারের পতনের পর দীপু মনি ও তার ভাইয়ের সম্পদের অনুসন্ধানে নামে কমিশন। ব্যাংক হিসাব তলব করে দেখা যায়, নামে-বেনামে অসংখ্য প্রতিষ্ঠানে বিনিয়োগ রয়েছে তাদের। রাজধানীর ধানমন্ডি ও বারিধারায় ফ্ল্যাট, চাঁদপুর শহরে বহুতল ভবন, ঢাকার অদূরে রিসোর্ট এবং যুক্তরাষ্ট্রে অর্থপাচারের অভিযোগও খতিয়ে দেখা হচ্ছে। — [13, 567, 253, 705]
article-paragraph: আদালত বলেন, নির্বাচনকালীন নিরপেক্ষ সরকারের প্রশ্নটি জনগণের ভোটাধিকারের সাথে সরাসরি সম্পর্কিত। সংসদের হাতে সংবিধান সংশোধনের ক্ষমতা থাকলেও মৌলিক কাঠামো পরিবর্তনের ক্ষমতা নেই— এ নীতিও শুনানিতে গুরুত্ব পায়। আগামী সপ্তাহে আরো দুই দিন শুনানির পর রায়ের দিন ধার্য হতে পারে বলে আইনজীবীরা জানান। — [13, 2017, 253, 2137]
